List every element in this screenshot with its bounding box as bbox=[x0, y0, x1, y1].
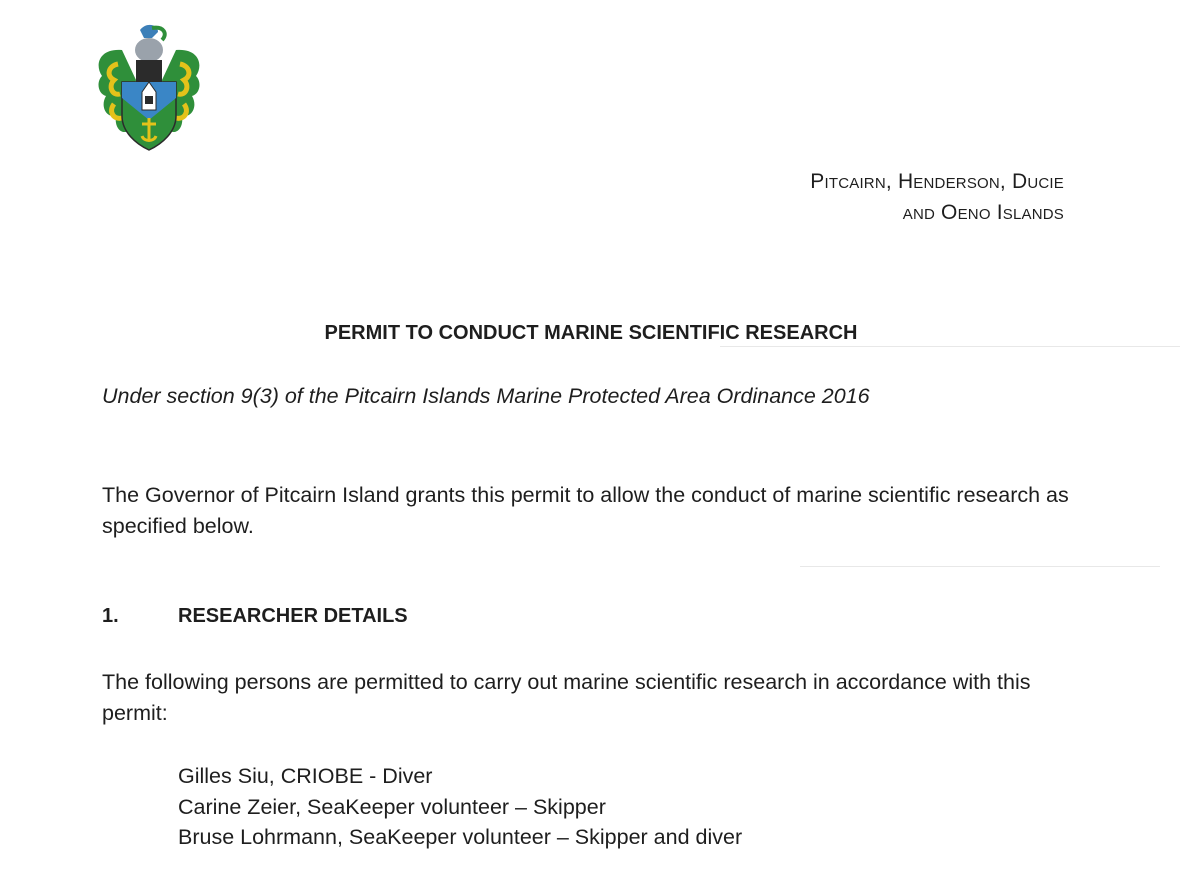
list-item: Carine Zeier, SeaKeeper volunteer – Skipper bbox=[178, 794, 606, 819]
coat-of-arms-icon bbox=[92, 20, 206, 154]
list-item: Gilles Siu, CRIOBE - Diver bbox=[178, 764, 433, 788]
scan-artifact bbox=[720, 346, 1180, 347]
list-item: Bruse Lohrmann, SeaKeeper volunteer – Skipper and diver bbox=[178, 825, 743, 849]
permit-title: PERMIT TO CONDUCT MARINE SCIENTIFIC RESEARCH bbox=[324, 322, 858, 344]
persons-list bbox=[178, 761, 742, 853]
islands-title bbox=[810, 166, 1064, 228]
islands-title-line2: and Oeno Islands bbox=[902, 201, 1064, 224]
scan-artifact bbox=[800, 566, 1160, 567]
islands-title-line1: Pitcairn, Henderson, Ducie bbox=[810, 170, 1064, 193]
section-title: RESEARCHER DETAILS bbox=[178, 605, 408, 627]
persons-intro-paragraph: The following persons are permitted to carry out marine scientific research in accordance with this permit: bbox=[102, 670, 1031, 725]
section-number: 1. bbox=[102, 605, 119, 627]
section-heading bbox=[102, 605, 408, 628]
grant-paragraph: The Governor of Pitcairn Island grants this permit to allow the conduct of marine scientific research as specified below. bbox=[102, 483, 1069, 538]
ordinance-subtitle: Under section 9(3) of the Pitcairn Islands Marine Protected Area Ordinance 2016 bbox=[102, 384, 870, 408]
